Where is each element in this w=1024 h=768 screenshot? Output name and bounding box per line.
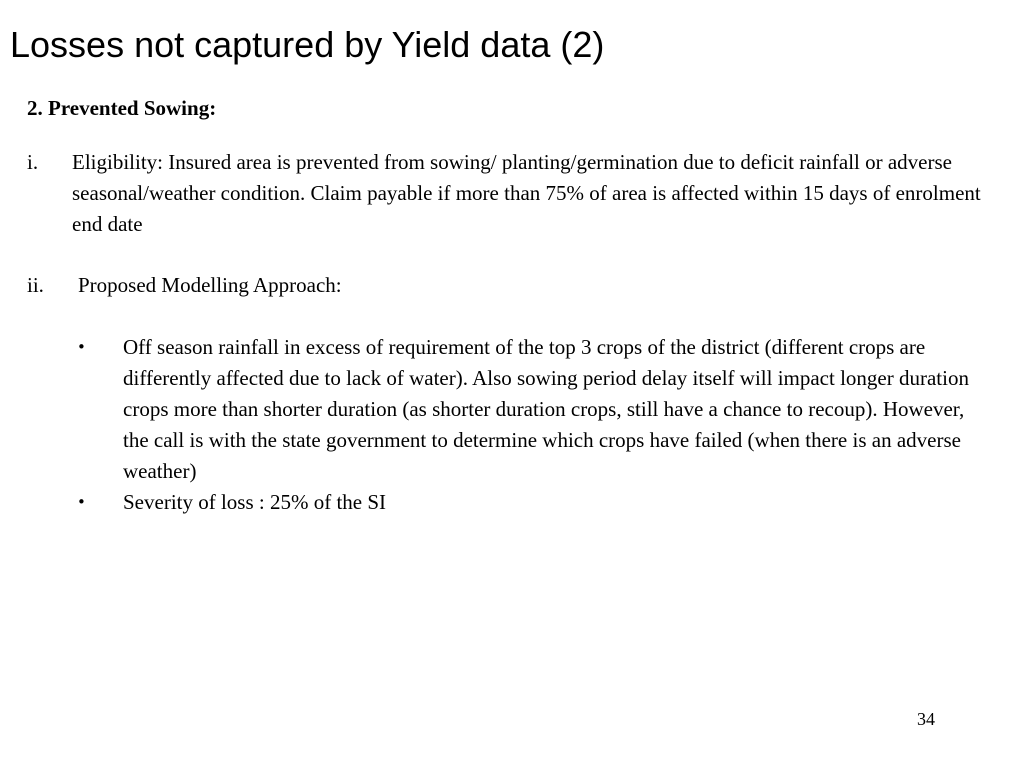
section-heading: 2. Prevented Sowing:	[27, 96, 217, 120]
bullet-item-rainfall	[77, 332, 987, 487]
item-marker: i.	[27, 150, 39, 174]
list-item-modelling-approach	[27, 270, 987, 301]
bullet-text: Off season rainfall in excess of requirement of the top 3 crops of the district (different crops are differently affected due to lack of water). Also sowing period delay itself will impact longer duration crops more than shorter duration (as shorter duration crops, still have a chance to recoup). However, the call is with the state government to determine which crops have failed (when there is an adverse weather)	[123, 335, 969, 483]
item-marker: ii.	[27, 273, 44, 297]
item-text: Proposed Modelling Approach:	[78, 273, 342, 297]
item-text: Eligibility: Insured area is prevented from sowing/ planting/germination due to deficit rainfall or adverse seasonal/weather condition. Claim payable if more than 75% of area is affected within 15 days of enrolment end date	[72, 150, 981, 236]
page-number: 34	[917, 709, 935, 729]
slide-title: Losses not captured by Yield data (2)	[10, 24, 605, 65]
bullet-icon: •	[77, 338, 86, 356]
bullet-text: Severity of loss : 25% of the SI	[123, 490, 387, 514]
bullet-list	[77, 332, 987, 518]
list-item-eligibility	[27, 147, 987, 240]
bullet-icon: •	[77, 493, 86, 511]
bullet-item-severity	[77, 487, 987, 518]
